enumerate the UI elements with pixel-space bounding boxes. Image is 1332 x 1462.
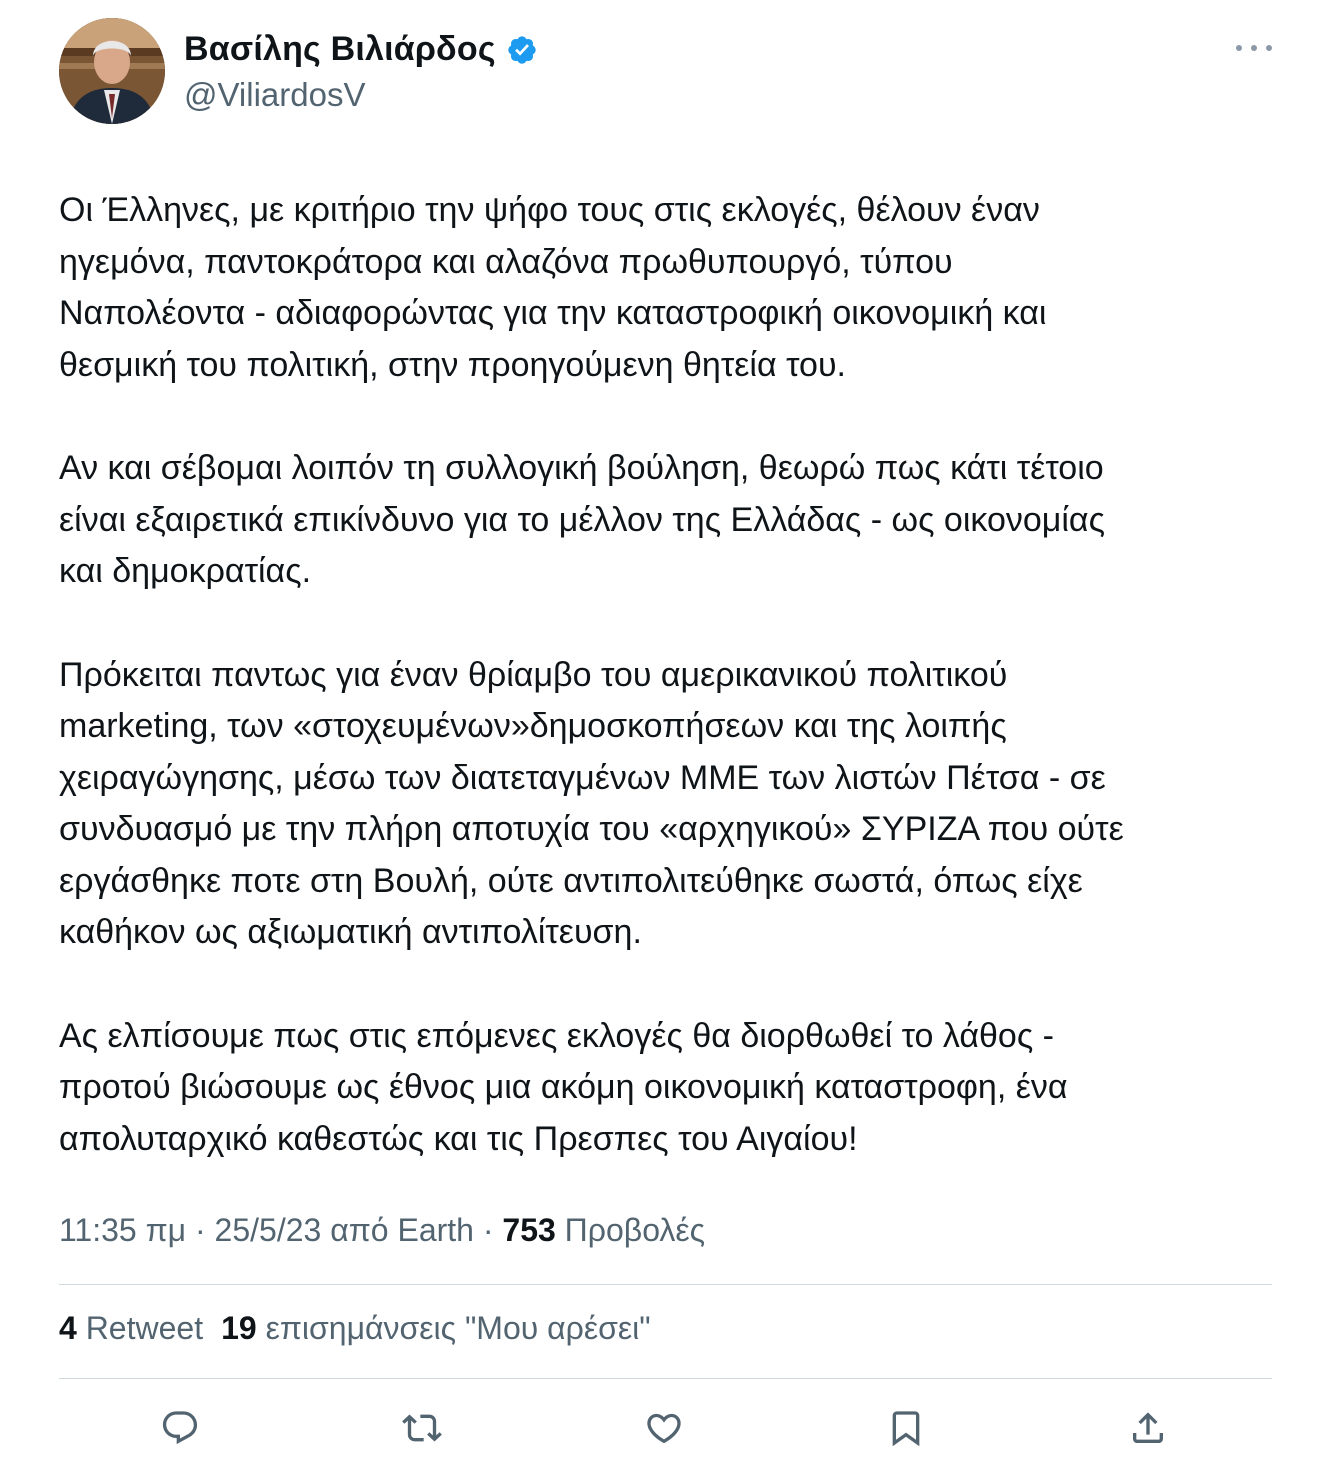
retweet-icon (402, 1408, 442, 1448)
bookmark-button[interactable] (878, 1400, 934, 1456)
author-name[interactable]: Βασίλης Βιλιάρδος (184, 30, 496, 68)
more-options-icon[interactable] (1236, 38, 1272, 58)
reply-button[interactable] (152, 1400, 208, 1456)
heart-icon (644, 1408, 684, 1448)
tweet-timestamp[interactable]: 11:35 πμ · 25/5/23 από Earth · (59, 1212, 503, 1248)
author-name-row (184, 30, 538, 69)
avatar[interactable] (59, 18, 165, 124)
tweet-paragraph-2: Αν και σέβομαι λοιπόν τη συλλογική βούληση, θεωρώ πως κάτι τέτοιο είναι εξαιρετικά επικίνδυνο για το μέλλον της Ελλάδας - ως οικονομίας και δημοκρατίας. (59, 449, 1105, 590)
more-dot (1236, 45, 1242, 51)
tweet-header (59, 18, 1272, 128)
likes-stat[interactable] (221, 1310, 651, 1346)
share-icon (1128, 1408, 1168, 1448)
likes-count: 19 (221, 1310, 257, 1346)
tweet-meta (59, 1212, 705, 1249)
divider (59, 1378, 1272, 1379)
avatar-photo (59, 18, 165, 124)
retweets-label: Retweet (76, 1310, 204, 1346)
more-dot (1266, 45, 1272, 51)
more-dot (1251, 45, 1257, 51)
tweet-paragraph-1: Οι Έλληνες, με κριτήριο την ψήφο τους στις εκλογές, θέλουν έναν ηγεμόνα, παντοκράτορα και αλαζόνα πρωθυπουργό, τύπου Ναπολέοντα - αδιαφορώντας για την καταστροφική οικονομική και θεσμική του πολιτική, στην προηγούμενη θητεία του. (59, 191, 1047, 384)
divider (59, 1284, 1272, 1285)
retweets-count: 4 (59, 1310, 77, 1346)
author-handle[interactable]: @ViliardosV (184, 76, 366, 113)
bookmark-icon (886, 1408, 926, 1448)
verified-badge-icon[interactable] (506, 34, 538, 66)
views-count: 753 (502, 1212, 556, 1248)
retweets-stat[interactable] (59, 1310, 203, 1346)
action-bar (0, 1400, 1332, 1456)
views-label: Προβολές (555, 1212, 706, 1248)
tweet-text (59, 185, 1289, 1217)
retweet-button[interactable] (394, 1400, 450, 1456)
tweet-stats (59, 1310, 651, 1347)
share-button[interactable] (1120, 1400, 1176, 1456)
like-button[interactable] (636, 1400, 692, 1456)
reply-icon (160, 1408, 200, 1448)
tweet-paragraph-4: Ας ελπίσουμε πως στις επόμενες εκλογές θα διορθωθεί το λάθος - προτού βιώσουμε ως έθνος μια ακόμη οικονομική καταστροφη, ένα απολυταρχικό καθεστώς και τις Πρεσπες του Αιγαίου! (59, 1016, 1068, 1158)
tweet-paragraph-3: Πρόκειται παντως για έναν θρίαμβο του αμερικανικού πολιτικού marketing, των «στοχευμένων»δημοσκοπήσεων και της λοιπής χειραγώγησης, μέσω των διατεταγμένων ΜΜΕ των λιστών Πέτσα - σε συνδυασμό με την πλήρη αποτυχία του «αρχηγικού» ΣΥΡΙΖΑ που ούτε εργάσθηκε ποτε στη Βουλή, ούτε αντιπολιτεύθηκε σωστά, όπως είχε καθήκον ως αξιωματική αντιπολίτευση. (59, 655, 1124, 951)
likes-label: επισημάνσεις "Μου αρέσει" (256, 1310, 651, 1346)
